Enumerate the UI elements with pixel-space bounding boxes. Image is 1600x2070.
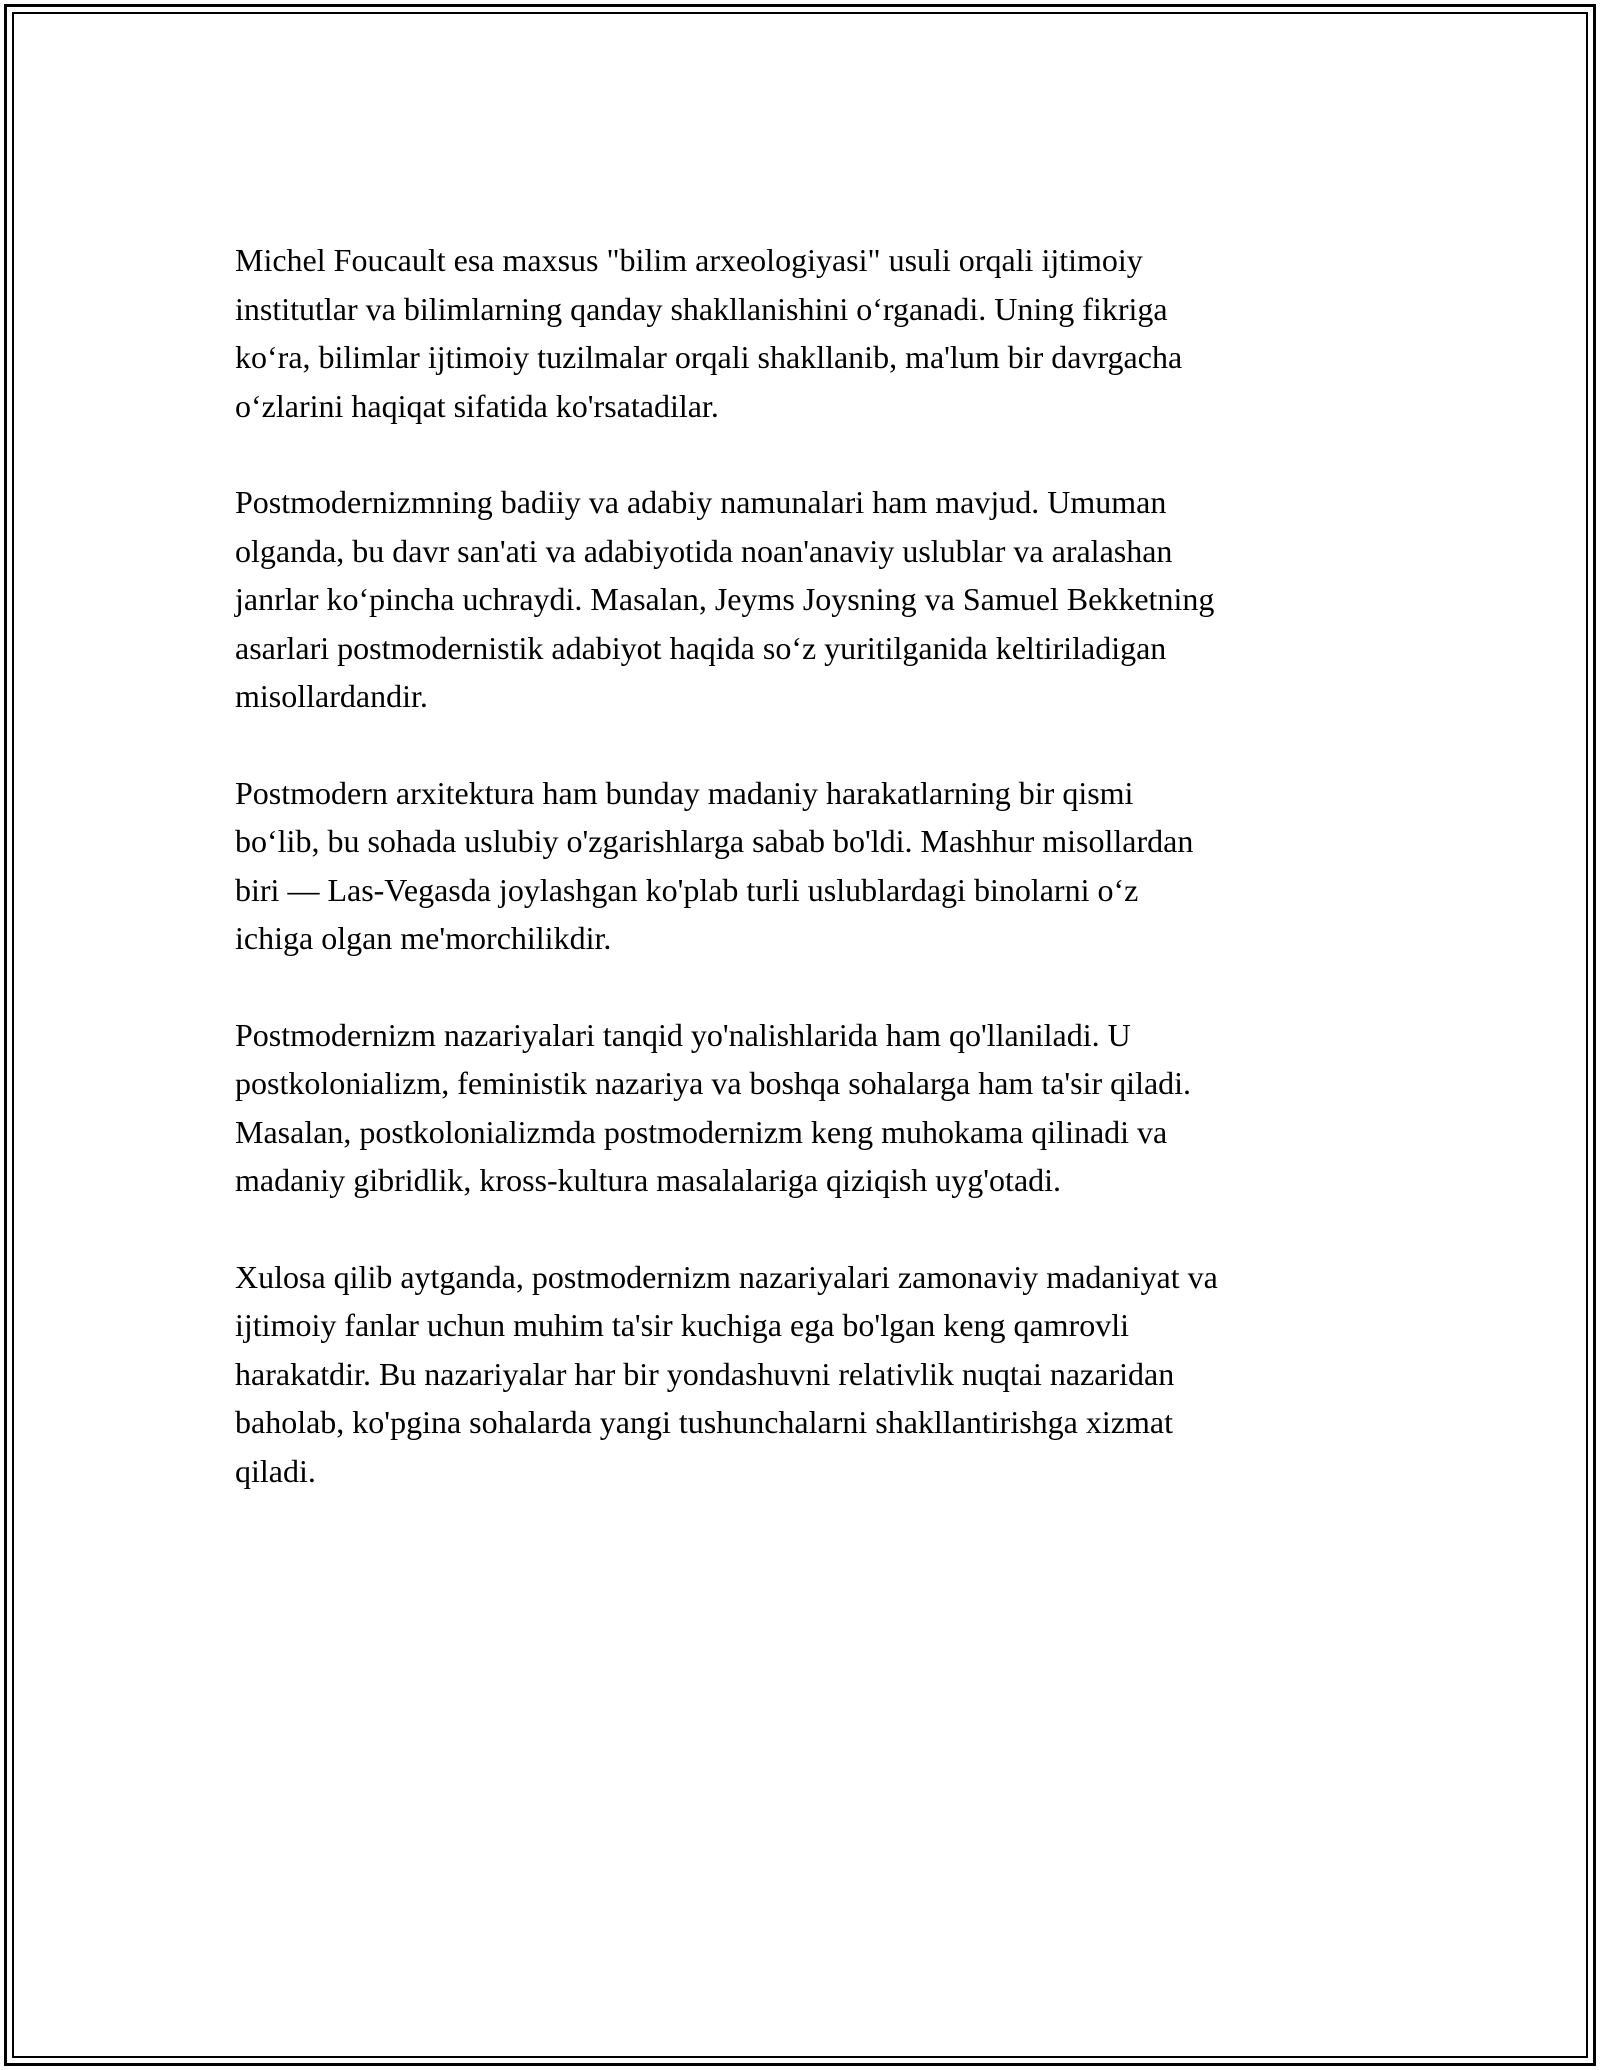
paragraph-criticism: Postmodernizm nazariyalari tanqid yo'nalishlarida ham qo'llaniladi. U postkolonializm, feministik nazariya va boshqa sohalarga ham ta'sir qiladi. Masalan, postkolonializmda postmodernizm keng muhokama qilinadi va madaniy gibridlik, kross-kultura masalalariga qiziqish uyg'otadi.: [235, 1016, 1192, 1198]
paragraph-foucault: Michel Foucault esa maxsus "bilim arxeologiyasi" usuli orqali ijtimoiy institutlar va bilimlarning qanday shakllanishini oʻrganadi. Uning fikriga koʻra, bilimlar ijtimoiy tuzilmalar orqali shakllanib, ma'lum bir davrgacha oʻzlarini haqiqat sifatida ko'rsatadilar.: [235, 242, 1183, 424]
paragraph-conclusion: Xulosa qilib aytganda, postmodernizm nazariyalari zamonaviy madaniyat va ijtimoiy fanlar uchun muhim ta'sir kuchiga ega bo'lgan keng qamrovli harakatdir. Bu nazariyalar har bir yondashuvni relativlik nuqtai nazaridan baholab, ko'pgina sohalarda yangi tushunchalarni shakllantirishga xizmat qiladi.: [235, 1258, 1218, 1489]
paragraph-literature: Postmodernizmning badiiy va adabiy namunalari ham mavjud. Umuman olganda, bu davr san'ati va adabiyotida noan'anaviy uslublar va aralashan janrlar koʻpincha uchraydi. Masalan, Jeyms Joysning va Samuel Bekketning asarlari postmodernistik adabiyot haqida soʻz yuritilganida keltiriladigan misollardandir.: [235, 484, 1215, 714]
paragraph-architecture: Postmodern arxitektura ham bunday madaniy harakatlarning bir qismi boʻlib, bu sohada uslubiy o'zgarishlarga sabab bo'ldi. Mashhur misollardan biri — Las-Vegasda joylashgan ko'plab turli uslublardagi binolarni oʻz ichiga olgan me'morchilikdir.: [235, 774, 1194, 956]
document-body: [235, 236, 1375, 1543]
